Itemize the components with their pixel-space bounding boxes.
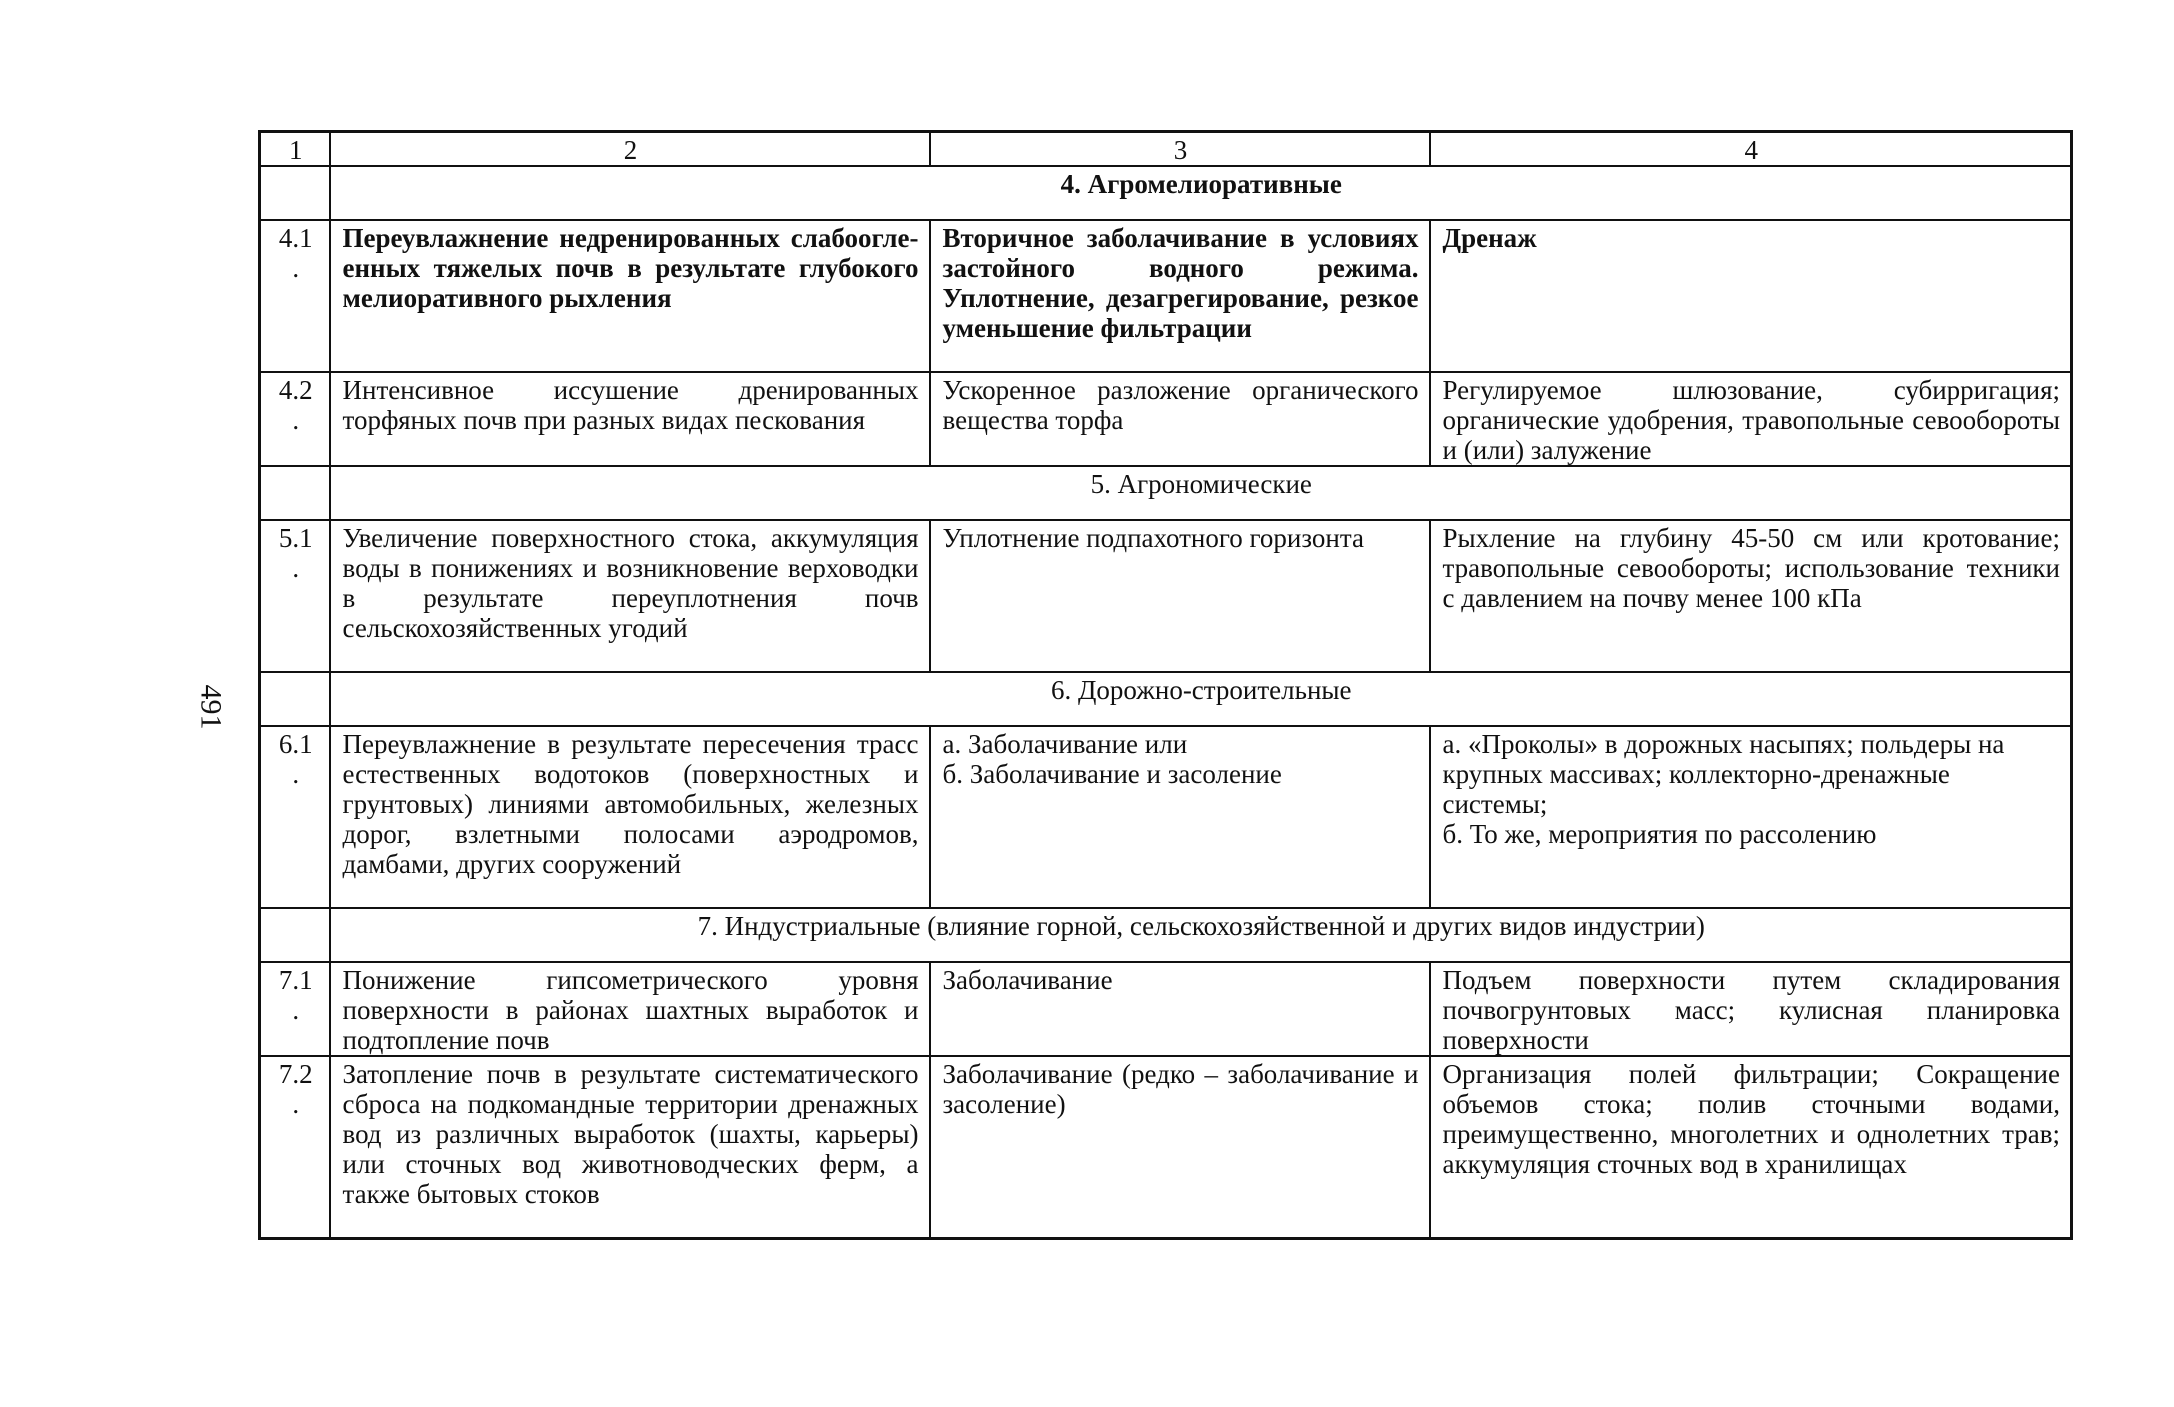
cause-cell: Увеличение поверхностного стока, аккумуляция воды в понижениях и возникновение верховодки в результате переуплотнения почв сельскохозяйственных угодий <box>330 520 930 672</box>
section-title-6: 6. Дорожно-строительные <box>330 672 2072 726</box>
effect-cell: Заболачивание (редко – заболачивание и засоление) <box>930 1056 1430 1238</box>
cause-cell: Затопление почв в результате систематического сброса на подкомандные территории дренажных вод из различных выработок (шахты, карьеры) или сточных вод животноводческих ферм, а также бытовых стоков <box>330 1056 930 1238</box>
row-number: 6.1 . <box>260 726 330 908</box>
section-number-cell <box>260 672 330 726</box>
measure-cell: Организация полей фильтрации; Сокращение объемов стока; полив сточными водами, преимущественно, многолетних и однолетних трав; аккумуляция сточных вод в хранилищах <box>1430 1056 2072 1238</box>
measure-cell: Регулируемое шлюзование, субирригация; органические удобрения, травопольные севообороты и (или) залужение <box>1430 372 2072 466</box>
section-row-6 <box>260 672 2072 726</box>
row-number: 7.2 . <box>260 1056 330 1238</box>
column-header-1: 1 <box>260 132 330 167</box>
page-number: 491 <box>194 684 228 730</box>
column-header-3: 3 <box>930 132 1430 167</box>
measures-table <box>258 130 2073 1240</box>
effect-cell: Ускоренное разложение органического вещества торфа <box>930 372 1430 466</box>
measure-cell: Рыхление на глубину 45-50 см или кротование; травопольные севообороты; использование техники с давлением на почву менее 100 кПа <box>1430 520 2072 672</box>
measure-cell: Дренаж <box>1430 220 2072 372</box>
effect-cell: Уплотнение подпахотного горизонта <box>930 520 1430 672</box>
section-row-5 <box>260 466 2072 520</box>
section-row-4 <box>260 166 2072 220</box>
cause-cell: Интенсивное иссушение дренированных торфяных почв при разных видах пескования <box>330 372 930 466</box>
table-row-4-1 <box>260 220 2072 372</box>
cause-cell: Переувлажнение недренированных слабоогле-енных тяжелых почв в результате глубокого мелиоративного рыхления <box>330 220 930 372</box>
measure-cell: Подъем поверхности путем складирования почвогрунтовых масс; кулисная планировка поверхности <box>1430 962 2072 1056</box>
cause-cell: Понижение гипсометрического уровня поверхности в районах шахтных выработок и подтопление почв <box>330 962 930 1056</box>
section-title-5: 5. Агрономические <box>330 466 2072 520</box>
table-row-5-1 <box>260 520 2072 672</box>
section-number-cell <box>260 908 330 962</box>
section-number-cell <box>260 466 330 520</box>
measure-option-a: а. «Проколы» в дорожных насыпях; польдеры на крупных массивах; коллекторно-дренажные системы; <box>1442 729 2005 819</box>
section-title-4: 4. Агромелиоративные <box>330 166 2072 220</box>
effect-cell: Заболачивание <box>930 962 1430 1056</box>
measure-option-b: б. То же, мероприятия по рассолению <box>1442 819 1877 849</box>
table-row-7-1 <box>260 962 2072 1056</box>
effect-cell: Вторичное заболачивание в условиях застойного водного режима. Уплотнение, дезагрегирование, резкое уменьшение фильтрации <box>930 220 1430 372</box>
row-number: 7.1 . <box>260 962 330 1056</box>
section-number-cell <box>260 166 330 220</box>
cause-cell: Переувлажнение в результате пересечения трасс естественных водотоков (поверхностных и грунтовых) линиями автомобильных, железных дорог, взлетными полосами аэродромов, дамбами, других сооружений <box>330 726 930 908</box>
column-header-4: 4 <box>1430 132 2072 167</box>
effect-option-b: б. Заболачивание и засоление <box>942 759 1282 789</box>
column-header-row <box>260 132 2072 167</box>
table-row-7-2 <box>260 1056 2072 1238</box>
measure-cell <box>1430 726 2072 908</box>
effect-cell <box>930 726 1430 908</box>
section-title-7: 7. Индустриальные (влияние горной, сельскохозяйственной и других видов индустрии) <box>330 908 2072 962</box>
table-row-6-1 <box>260 726 2072 908</box>
column-header-2: 2 <box>330 132 930 167</box>
section-row-7 <box>260 908 2072 962</box>
table-row-4-2 <box>260 372 2072 466</box>
row-number: 4.1 . <box>260 220 330 372</box>
effect-option-a: а. Заболачивание или <box>942 729 1188 759</box>
row-number: 5.1 . <box>260 520 330 672</box>
row-number: 4.2 . <box>260 372 330 466</box>
